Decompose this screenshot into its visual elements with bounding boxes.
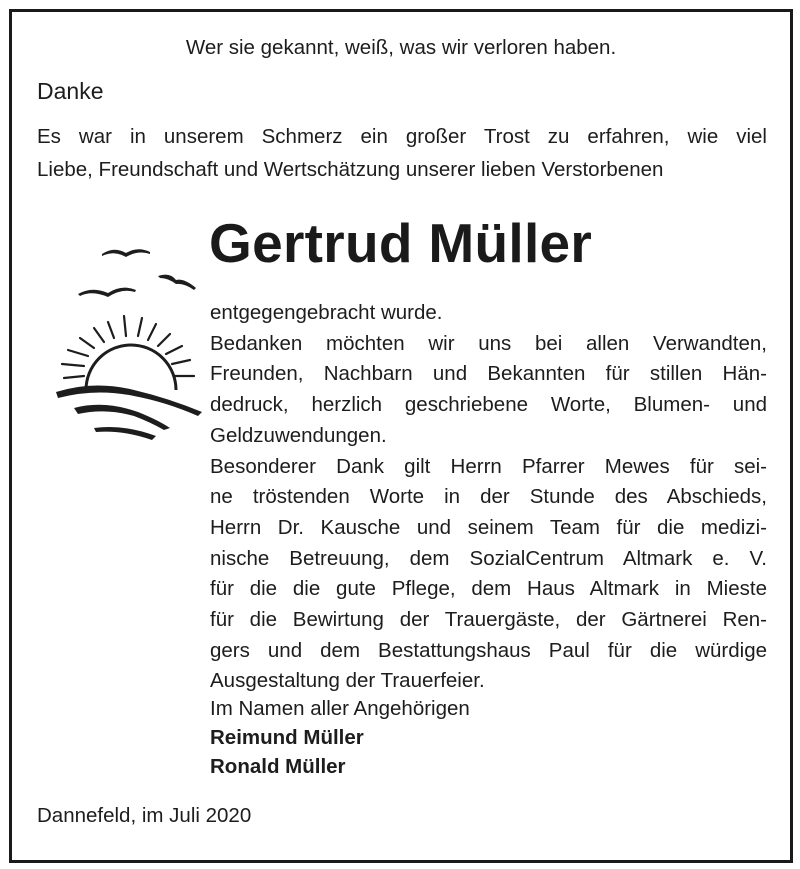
body-line: für die die gute Pflege, dem Haus Altmark in Mieste — [210, 577, 767, 601]
thanks-paragraph — [210, 298, 767, 697]
deceased-name: Gertrud Müller — [209, 212, 593, 274]
signature-intro: Im Namen aller Angehörigen — [210, 697, 470, 720]
body-line: ne tröstenden Worte in der Stunde des Abschieds, — [210, 485, 767, 509]
body-line: für die Bewirtung der Trauergäste, der Gärtnerei Ren- — [210, 608, 767, 632]
sunset-birds-icon — [34, 232, 214, 442]
body-line: entgegengebracht wurde. — [210, 301, 443, 324]
motto-line: Wer sie gekannt, weiß, was wir verloren haben. — [185, 36, 617, 59]
intro-paragraph — [37, 120, 767, 186]
body-line: Ausgestaltung der Trauerfeier. — [210, 669, 485, 693]
body-line: Freunden, Nachbarn und Bekannten für stillen Hän- — [210, 362, 767, 386]
body-line: Bedanken möchten wir uns bei allen Verwandten, — [210, 331, 767, 355]
body-line: Herrn Dr. Kausche und seinem Team für die medizi- — [210, 515, 767, 539]
obituary-card — [9, 9, 793, 863]
heading-danke: Danke — [37, 78, 104, 104]
body-line: gers und dem Bestattungshaus Paul für die würdige — [210, 638, 767, 662]
intro-line: Es war in unserem Schmerz ein großer Trost zu erfahren, wie viel — [37, 125, 767, 148]
body-line: Besonderer Dank gilt Herrn Pfarrer Mewes für sei- — [210, 454, 767, 478]
body-line: dedruck, herzlich geschriebene Worte, Blumen- und — [210, 393, 767, 417]
body-line: nische Betreuung, dem SozialCentrum Altmark e. V. — [210, 546, 767, 570]
signature-name: Ronald Müller — [210, 755, 346, 778]
intro-line: Liebe, Freundschaft und Wertschätzung unserer lieben Verstorbenen — [37, 158, 664, 181]
signature-name: Reimund Müller — [210, 726, 364, 749]
body-line: Geldzuwendungen. — [210, 423, 387, 447]
place-date: Dannefeld, im Juli 2020 — [37, 804, 252, 827]
signature-block — [210, 694, 470, 781]
